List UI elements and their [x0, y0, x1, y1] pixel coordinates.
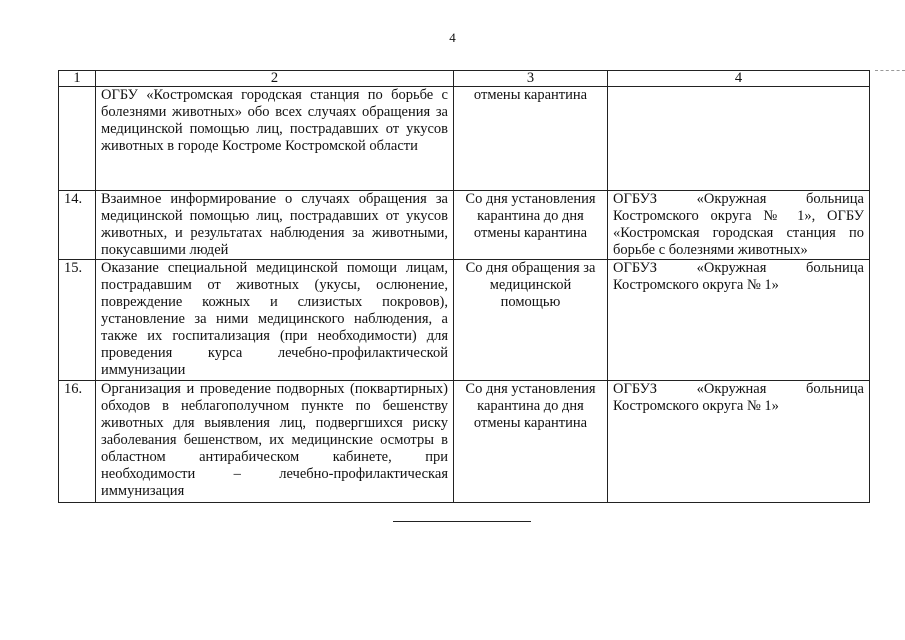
column-header-4: 4: [608, 71, 870, 87]
header-row: [59, 71, 870, 87]
row-number: [59, 87, 96, 191]
measure-description: Организация и проведение подворных (поквартирных) обходов в неблагополучном пункте по бешенству животных для выявления лиц, подвергшихся риску заболевания бешенством, их медицинские осмотры в областном антирабическом кабинете, при необходимости – лечебно-профилактическая иммунизация: [96, 381, 454, 503]
measure-description: Взаимное информирование о случаях обращения за медицинской помощью лиц, пострадавших от укусов животных, и результатах наблюдения за животными, покусавшими людей: [96, 191, 454, 260]
measure-period: Со дня установления карантина до дня отмены карантина: [454, 191, 608, 260]
table-row: [59, 260, 870, 381]
measure-description: Оказание специальной медицинской помощи лицам, пострадавшим от животных (укусы, ослюнение, повреждение кожных и слизистых покровов), установление за ними медицинского наблюдения, а также их госпитализация (при необходимости) для проведения курса лечебно-профилактической иммунизации: [96, 260, 454, 381]
measure-executor: ОГБУЗ «Окружная больница Костромского округа № 1»: [608, 381, 870, 503]
row-number: 15.: [59, 260, 96, 381]
measure-period: отмены карантина: [454, 87, 608, 191]
table-row: [59, 381, 870, 503]
scan-artifact-line: [875, 70, 905, 72]
row-number: 16.: [59, 381, 96, 503]
row-number: 14.: [59, 191, 96, 260]
measures-table: [58, 70, 870, 503]
measure-period: Со дня установления карантина до дня отмены карантина: [454, 381, 608, 503]
measure-description: ОГБУ «Костромская городская станция по борьбе с болезнями животных» обо всех случаях обращения за медицинской помощью лиц, пострадавших от укусов животных в городе Костроме Костромской области: [96, 87, 454, 191]
measure-executor: ОГБУЗ «Окружная больница Костромского округа № 1», ОГБУ «Костромская городская станция по борьбе с болезнями животных»: [608, 191, 870, 260]
table-row: [59, 87, 870, 191]
measure-executor: ОГБУЗ «Окружная больница Костромского округа № 1»: [608, 260, 870, 381]
measure-period: Со дня обращения за медицинской помощью: [454, 260, 608, 381]
measure-executor: [608, 87, 870, 191]
page-number: 4: [449, 30, 456, 45]
end-of-document-line: [393, 521, 531, 522]
table-row: [59, 191, 870, 260]
column-header-3: 3: [454, 71, 608, 87]
column-header-1: 1: [59, 71, 96, 87]
column-header-2: 2: [96, 71, 454, 87]
